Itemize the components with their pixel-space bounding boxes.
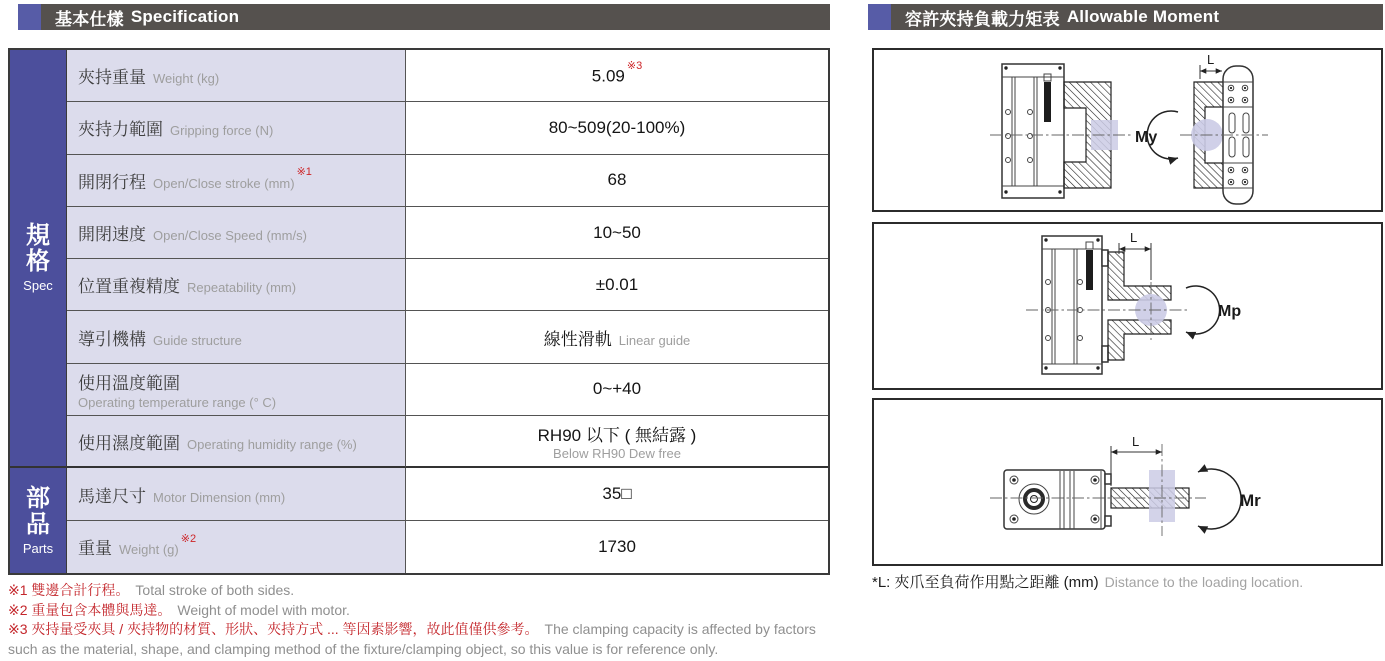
moment-panel-my <box>872 48 1383 212</box>
moment-panel-mp <box>872 222 1383 390</box>
workpiece-hatched-bottom <box>1108 320 1171 360</box>
spec-label-cell <box>67 207 405 259</box>
row-label-en: Motor Dimension (mm) <box>153 489 286 505</box>
moment-arrow-mr <box>1198 469 1241 529</box>
footnote-2 <box>8 601 840 621</box>
spec-label-cell <box>67 468 405 520</box>
row-value: 68 <box>607 170 627 190</box>
row-label-zh: 重量 <box>78 539 112 559</box>
row-label-en: Operating temperature range (° C) <box>78 394 277 410</box>
spec-value-cell <box>405 207 828 259</box>
accent-square-icon <box>868 4 891 30</box>
row-label-zh: 使用濕度範圍 <box>78 433 180 453</box>
l-caption-zh: *L: 夾爪至負荷作用點之距離 (mm) <box>872 574 1099 591</box>
dim-label-l: L <box>1132 434 1140 449</box>
allowable-moment-title-en: Allowable Moment <box>1066 7 1220 26</box>
row-value: 35□ <box>602 484 632 504</box>
spec-label-cell <box>67 259 405 311</box>
group-parts-zh: 部品 <box>26 484 50 538</box>
row-label-en: Guide structure <box>153 332 242 348</box>
spec-value-cell <box>405 364 828 416</box>
allowable-moment-title-zh: 容許夾持負載力矩表 <box>905 9 1060 29</box>
moment-arrow-mp <box>1186 286 1220 334</box>
dimension-l <box>1200 52 1222 79</box>
spec-label-cell <box>67 155 405 207</box>
group-parts <box>10 468 67 573</box>
group-spec-en: Spec <box>23 278 53 294</box>
accent-square-icon <box>18 4 41 30</box>
row-value-suffix: Linear guide <box>618 332 691 348</box>
spec-value-cell <box>405 416 828 468</box>
spec-value-cell <box>405 311 828 363</box>
dim-label-l: L <box>1207 52 1215 67</box>
row-value: ±0.01 <box>595 274 639 294</box>
group-spec <box>10 50 67 468</box>
row-label-zh: 導引機構 <box>78 329 146 349</box>
row-value-sub: Below RH90 Dew free <box>553 445 681 461</box>
gripper-side-view <box>1180 66 1268 204</box>
moment-label-my: My <box>1135 129 1158 146</box>
row-value: 線性滑軌 <box>543 329 612 349</box>
row-label-en: Weight (g) <box>119 542 179 558</box>
specification-table <box>8 48 830 575</box>
row-label-zh: 開閉速度 <box>78 225 146 245</box>
row-value: RH90 以下 ( 無結露 ) <box>537 425 697 445</box>
row-label-zh: 開閉行程 <box>78 172 146 192</box>
moment-diagram-mr <box>874 400 1381 564</box>
footnote-3-en: The clamping capacity is affected by factors such as the material, shape, and clamping method of the fixture/clamping object, so this value is for reference only. <box>8 621 816 657</box>
gripper-side-view <box>1042 236 1108 374</box>
footnotes <box>8 581 840 659</box>
row-label-sup: ※1 <box>296 166 312 179</box>
allowable-moment-header <box>858 4 1383 30</box>
specification-header <box>8 4 830 30</box>
moment-panel-mr <box>872 398 1383 566</box>
row-label-sup: ※2 <box>180 533 197 545</box>
spec-value-cell <box>405 521 828 573</box>
moment-diagram-mp <box>874 224 1381 388</box>
row-label-en: Repeatability (mm) <box>187 280 297 296</box>
specification-title-en: Specification <box>130 7 240 26</box>
footnote-3-zh: ※3 夾持量受夾具 / 夾持物的材質、形狀、夾持方式 ... 等因素影響，故此值僅供參考。 <box>8 621 539 637</box>
row-label-zh: 使用溫度範圍 <box>78 373 180 393</box>
row-value: 0~+40 <box>592 379 642 399</box>
row-label-en: Gripping force (N) <box>170 123 274 139</box>
dim-label-l: L <box>1130 230 1138 245</box>
footnote-3 <box>8 620 840 659</box>
spec-label-cell <box>67 50 405 102</box>
spec-value-cell <box>405 102 828 154</box>
spec-label-cell <box>67 102 405 154</box>
moment-diagram-my <box>874 50 1381 210</box>
row-label-en: Open/Close Speed (mm/s) <box>153 228 307 244</box>
row-label-en: Open/Close stroke (mm) <box>153 175 295 191</box>
row-value: 10~50 <box>593 222 641 242</box>
spec-value-cell <box>405 50 828 102</box>
row-label-zh: 位置重複精度 <box>78 277 180 297</box>
row-value: 1730 <box>598 536 636 556</box>
spec-label-cell <box>67 416 405 468</box>
row-label-zh: 夾持重量 <box>78 68 146 88</box>
row-value: 80~509(20-100%) <box>548 117 686 137</box>
group-parts-en: Parts <box>22 540 54 556</box>
allowable-moment-header-bar <box>891 4 1383 30</box>
row-value-sup: ※3 <box>626 59 643 72</box>
workpiece-hatched-top <box>1108 252 1171 300</box>
specification-title-zh: 基本仕樣 <box>55 9 124 29</box>
footnote-1-en: Total stroke of both sides. <box>135 582 295 598</box>
moment-label-mp: Mp <box>1218 303 1242 320</box>
footnote-2-zh: ※2 重量包含本體與馬達。 <box>8 601 172 618</box>
row-label-en: Operating humidity range (%) <box>187 436 357 452</box>
row-label-zh: 馬達尺寸 <box>78 486 146 506</box>
row-label-zh: 夾持力範圍 <box>78 120 163 140</box>
footnote-1 <box>8 581 840 601</box>
moment-label-mr: Mr <box>1240 491 1261 510</box>
footnote-2-en: Weight of model with motor. <box>177 601 350 618</box>
row-label-en: Weight (kg) <box>153 71 220 87</box>
gripper-end-view <box>1004 470 1111 529</box>
l-caption-en: Distance to the loading location. <box>1104 574 1304 590</box>
spec-value-cell <box>405 468 828 520</box>
spec-value-cell <box>405 259 828 311</box>
spec-label-cell <box>67 521 405 573</box>
spec-label-cell <box>67 364 405 416</box>
gripper-front-view <box>1002 64 1064 198</box>
group-spec-zh: 規格 <box>26 222 50 276</box>
specification-header-bar <box>41 4 830 30</box>
spec-label-cell <box>67 311 405 363</box>
spec-value-cell <box>405 155 828 207</box>
l-distance-caption <box>872 571 1303 592</box>
footnote-1-zh: ※1 雙邊合計行程。 <box>8 582 130 598</box>
row-value: 5.09 <box>591 66 625 86</box>
